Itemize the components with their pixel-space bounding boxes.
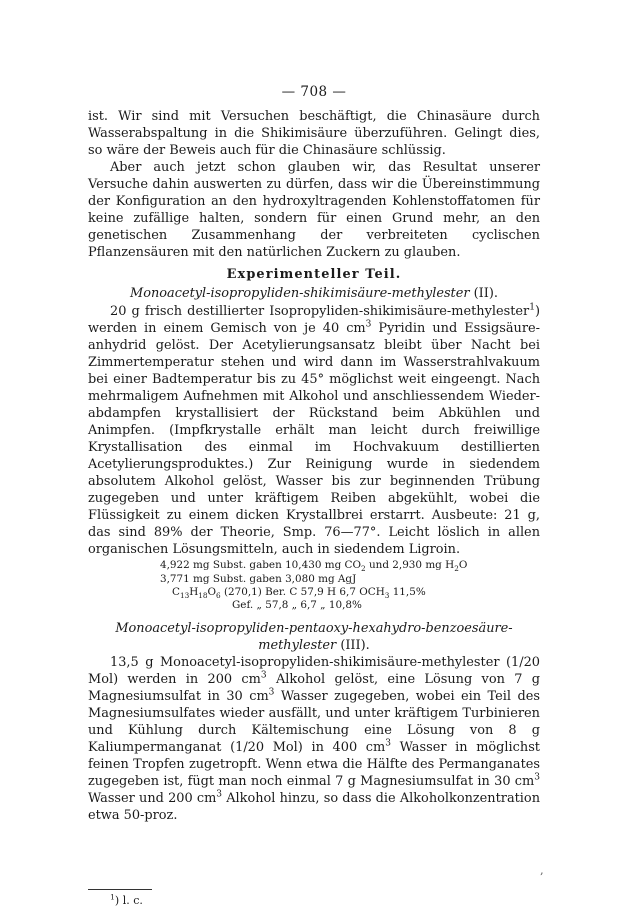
analysis-line-4: Gef. „ 57,8 „ 6,7 „ 10,8% <box>232 599 362 612</box>
analysis-line-1: 4,922 mg Subst. gaben 10,430 mg $CO_2$ und 2,930 mg $H_2O$ <box>160 559 468 574</box>
paragraph-3: 20 g frisch destillierter Isopropyliden-shikimisäure-methylester$^1$) werden in einem Gemisch von je 40 $cm^3$ Pyridin und Essigsäure-anhydrid gelöst. Der Acetylierungsansatz bleibt über Nacht bei Zimmertemperatur stehen und wird dann im Wasserstrahlvakuum bei einer Badtemperatur bis zu 45° möglichst weit eingeengt. Nach mehrmaligem Aufnehmen mit Alkohol und anschliessendem Wieder-abdampfen krystallisiert der Rückstand beim Abkühlen und Animpfen. (Impfkrystalle erhält man leicht durch freiwillige Krystallisation des einmal im Hochvakuum destillierten Acetylierungsproduktes.) Zur Reinigung wurde in siedendem absolutem Alkohol gelöst, Wasser bis zur beginnenden Trübung zugegeben und unter kräftigem Reiben abgekühlt, wobei die Flüssigkeit zu einem dicken Krystallbrei erstarrt. Ausbeute: 21 g, das sind 89% der Theorie, Smp. 76—77°. Leicht löslich in allen organischen Lösungsmitteln, auch in siedendem Ligroin. <box>88 302 540 558</box>
compound-heading-iii: Monoacetyl-isopropyliden-pentaoxy-hexahydro-benzoesäure- methylester (III). <box>115 620 513 653</box>
margin-mark: ‚ <box>540 864 544 877</box>
footnote-rule <box>88 889 152 890</box>
analysis-line-2: 3,771 mg Subst. gaben 3,080 mg AgJ <box>160 572 357 585</box>
paragraph-1: ist. Wir sind mit Versuchen beschäftigt, die Chinasäure durch Wasserabspaltung in die Shikimisäure überzuführen. Gelingt dies, so wäre der Beweis auch für die Chinasäure schlüssig. <box>88 109 540 159</box>
analysis-line-3: $C_{13}H_{18}O_6$ (270,1) Ber. C 57,9 H 6,7 $OCH_3$ 11,5% <box>172 586 426 601</box>
footnote-ref: 1 <box>529 302 535 313</box>
compound-heading-ii <box>88 285 540 302</box>
body-text <box>88 108 540 824</box>
section-heading: Experimenteller Teil. <box>226 267 402 283</box>
page-number: — 708 — <box>281 84 347 100</box>
compound-name-ii: Monoacetyl-isopropyliden-shikimisäure-methylester <box>130 286 470 302</box>
paragraph-4: 13,5 g Monoacetyl-isopropyliden-shikimisäure-methylester (1/20 Mol) werden in 200 $cm^3$ Alkohol gelöst, eine Lösung von 7 g Magnesiumsulfat in 30 $cm^3$ Wasser zugegeben, wobei ein Teil des Magnesiumsulfates wieder ausfällt, und unter kräftigem Turbinieren und Kühlung durch Kältemischung eine Lösung von 8 g Kaliumpermanganat (1/20 Mol) in 400 $cm^3$ Wasser in möglichst feinen Tropfen zugetropft. Wenn etwa die Hälfte des Permanganates zugegeben ist, fügt man noch einmal 7 g Magnesiumsulfat in 30 $cm^3$ Wasser und 200 $cm^3$ Alkohol hinzu, so dass die Alkoholkonzentration etwa 50-proz. <box>88 654 540 824</box>
elemental-analysis <box>88 559 540 613</box>
paragraph-2: Aber auch jetzt schon glauben wir, das Resultat unserer Versuche dahin auswerten zu dürfen, dass wir die Übereinstimmung der Konfiguration an den hydroxyltragenden Kohlenstoffatomen für keine zufällige halten, sondern für einen Grund mehr, an den genetischen Zusammenhang der verbreiteten cyclischen Pflanzensäuren mit den natürlichen Zuckern zu glauben. <box>88 160 540 261</box>
compound-number-ii: (II). <box>473 286 498 302</box>
footnote: $^1$) l. c. <box>110 892 143 907</box>
